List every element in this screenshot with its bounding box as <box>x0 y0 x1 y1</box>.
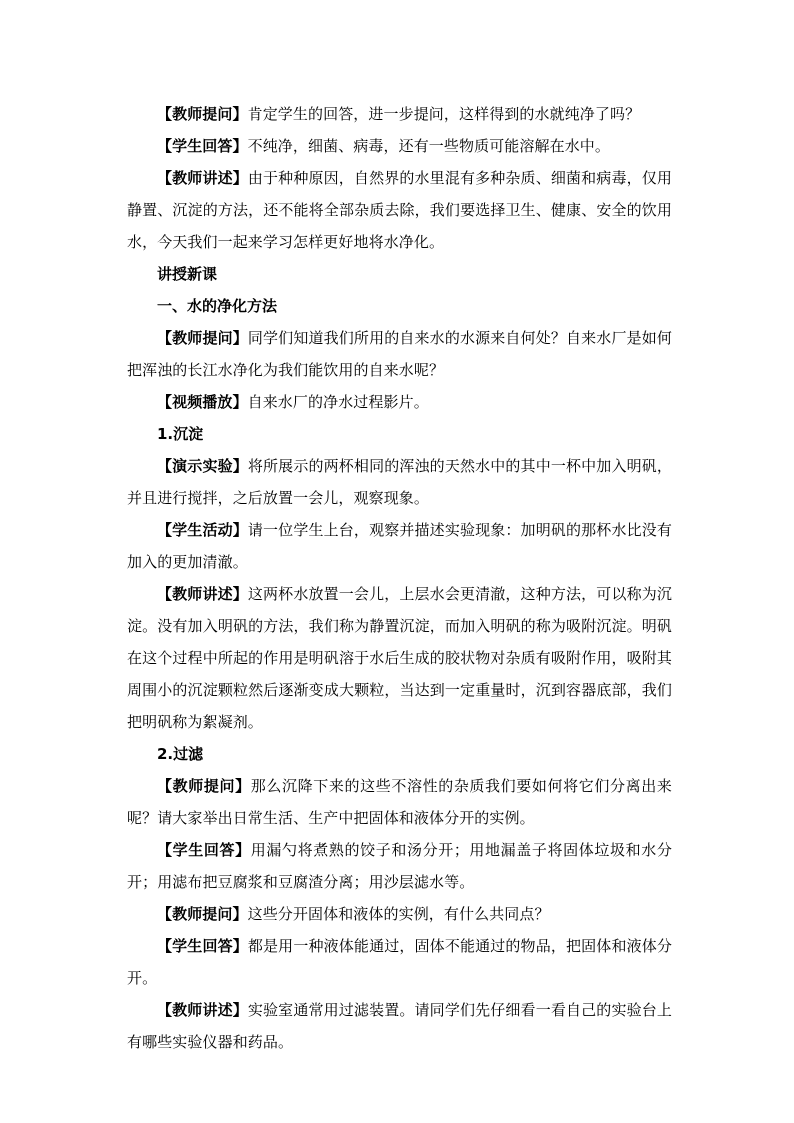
paragraph-tag: 【学生活动】 <box>157 521 248 539</box>
paragraph-teacher-question-2 <box>127 322 672 386</box>
paragraph-student-answer-3 <box>127 930 672 994</box>
paragraph-text: 由于种种原因，自然界的水里混有多种杂质、细菌和病毒，仅用静置、沉淀的方法，还不能将全部杂质去除，我们要选择卫生、健康、安全的饮用水，今天我们一起来学习怎样更好地将水净化。 <box>127 169 672 251</box>
paragraph-text: 用漏勺将煮熟的饺子和汤分开；用地漏盖子将固体垃圾和水分开；用滤布把豆腐浆和豆腐渣分离；用沙层滤水等。 <box>127 841 672 891</box>
paragraph-teacher-narration-2 <box>127 578 672 738</box>
paragraph-student-answer-1 <box>127 130 672 162</box>
paragraph-tag: 【教师提问】 <box>157 777 251 795</box>
subsection-heading-sedimentation: 1.沉淀 <box>157 425 204 443</box>
paragraph-tag: 【演示实验】 <box>157 457 248 475</box>
paragraph-text: 那么沉降下来的这些不溶性的杂质我们要如何将它们分离出来呢？请大家举出日常生活、生产中把固体和液体分开的实例。 <box>127 777 672 827</box>
paragraph-teacher-question-4 <box>127 898 672 930</box>
paragraph-text: 都是用一种液体能通过，固体不能通过的物品，把固体和液体分开。 <box>127 937 672 987</box>
subsection-heading-filtration: 2.过滤 <box>157 745 204 763</box>
section-heading-purification-methods: 一、水的净化方法 <box>157 297 278 315</box>
paragraph-tag: 【教师讲述】 <box>157 169 248 187</box>
paragraph-demo-experiment <box>127 450 672 514</box>
paragraph-tag: 【教师讲述】 <box>157 585 248 603</box>
section-heading-new-lesson: 讲授新课 <box>157 265 218 283</box>
paragraph-text: 同学们知道我们所用的自来水的水源来自何处？自来水厂是如何把浑浊的长江水净化为我们能饮用的自来水呢？ <box>127 329 672 379</box>
paragraph-text: 将所展示的两杯相同的浑浊的天然水中的其中一杯中加入明矾，并且进行搅拌，之后放置一会儿，观察现象。 <box>127 457 672 507</box>
paragraph-tag: 【教师提问】 <box>157 105 248 123</box>
paragraph-teacher-narration-1 <box>127 162 672 258</box>
paragraph-text: 不纯净，细菌、病毒，还有一些物质可能溶解在水中。 <box>247 137 611 155</box>
paragraph-text: 请一位学生上台，观察并描述实验现象：加明矾的那杯水比没有加入的更加清澈。 <box>127 521 672 571</box>
paragraph-tag: 【学生回答】 <box>157 841 251 859</box>
paragraph-student-activity <box>127 514 672 578</box>
paragraph-tag: 【教师讲述】 <box>157 1001 248 1019</box>
paragraph-text: 这些分开固体和液体的实例，有什么共同点？ <box>247 905 550 923</box>
paragraph-tag: 【视频播放】 <box>157 393 248 411</box>
paragraph-tag: 【学生回答】 <box>157 137 248 155</box>
paragraph-text: 实验室通常用过滤装置。请同学们先仔细看一看自己的实验台上有哪些实验仪器和药品。 <box>127 1001 672 1051</box>
paragraph-text: 自来水厂的净水过程影片。 <box>247 393 429 411</box>
paragraph-text: 肯定学生的回答，进一步提问，这样得到的水就纯净了吗？ <box>247 105 641 123</box>
paragraph-text: 这两杯水放置一会儿，上层水会更清澈，这种方法，可以称为沉淀。没有加入明矾的方法，我们称为静置沉淀，而加入明矾的称为吸附沉淀。明矾在这个过程中所起的作用是明矾溶于水后生成的胶状物对杂质有吸附作用，吸附其周围小的沉淀颗粒然后逐渐变成大颗粒，当达到一定重量时，沉到容器底部，我们把明矾称为絮凝剂。 <box>127 585 672 731</box>
paragraph-teacher-question-3 <box>127 770 672 834</box>
document-page <box>127 98 672 1058</box>
paragraph-teacher-question-1 <box>127 98 672 130</box>
paragraph-student-answer-2 <box>127 834 672 898</box>
paragraph-tag: 【教师提问】 <box>157 905 248 923</box>
paragraph-video-play <box>127 386 672 418</box>
paragraph-teacher-narration-3 <box>127 994 672 1058</box>
paragraph-tag: 【学生回答】 <box>157 937 248 955</box>
paragraph-tag: 【教师提问】 <box>157 329 248 347</box>
